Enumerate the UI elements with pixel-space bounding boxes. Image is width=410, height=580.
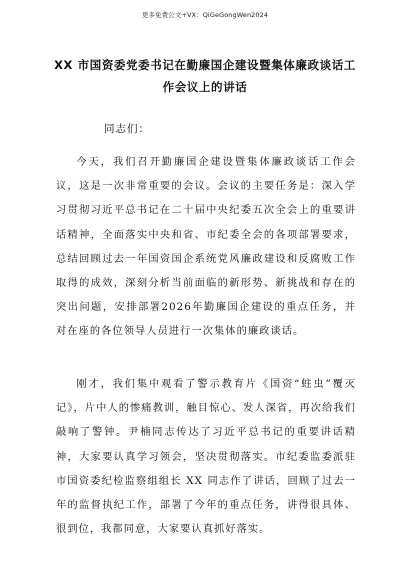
document-title: XX 市国资委党委书记在勤廉国企建设暨集体廉政谈话工作会议上的讲话 <box>54 58 356 94</box>
body-paragraph-2: 刚才，我们集中观看了警示教育片《国资“蛀虫”覆灭记》，片中人的惨痛教训，触目惊心、发人深省，再次给我们敲响了警钟。尹楠同志传达了习近平总书记的重要讲话精神，大家要认真学习领会，坚决贯彻落实。市纪委监委派驻市国资委纪检监察组组长 XX 同志作了讲话，回顾了过去一年的监督执纪工作，部署了今年的重点任务，讲得很具体、很到位，我都同意，大家要认真抓好落实。 <box>56 379 356 536</box>
body-paragraph-1: 今天，我们召开勤廉国企建设暨集体廉政谈话工作会议，这是一次非常重要的会议。会议的主要任务是：深入学习贯彻习近平总书记在二十届中央纪委五次全会上的重要讲话精神，全面落实中央和省、市纪委全会的各项部署要求，总结回顾过去一年国资国企系统党风廉政建设和反腐败工作取得的成效，深刻分析当前面临的新形势、新挑战和存在的突出问题，安排部署2026年勤廉国企建设的重点任务，并对在座的各位领导人员进行一次集体的廉政谈话。 <box>56 157 356 338</box>
header-note: 更多免费公文+VX：QiGeGongWen2024 <box>141 11 269 19</box>
salutation: 同志们： <box>104 123 150 135</box>
